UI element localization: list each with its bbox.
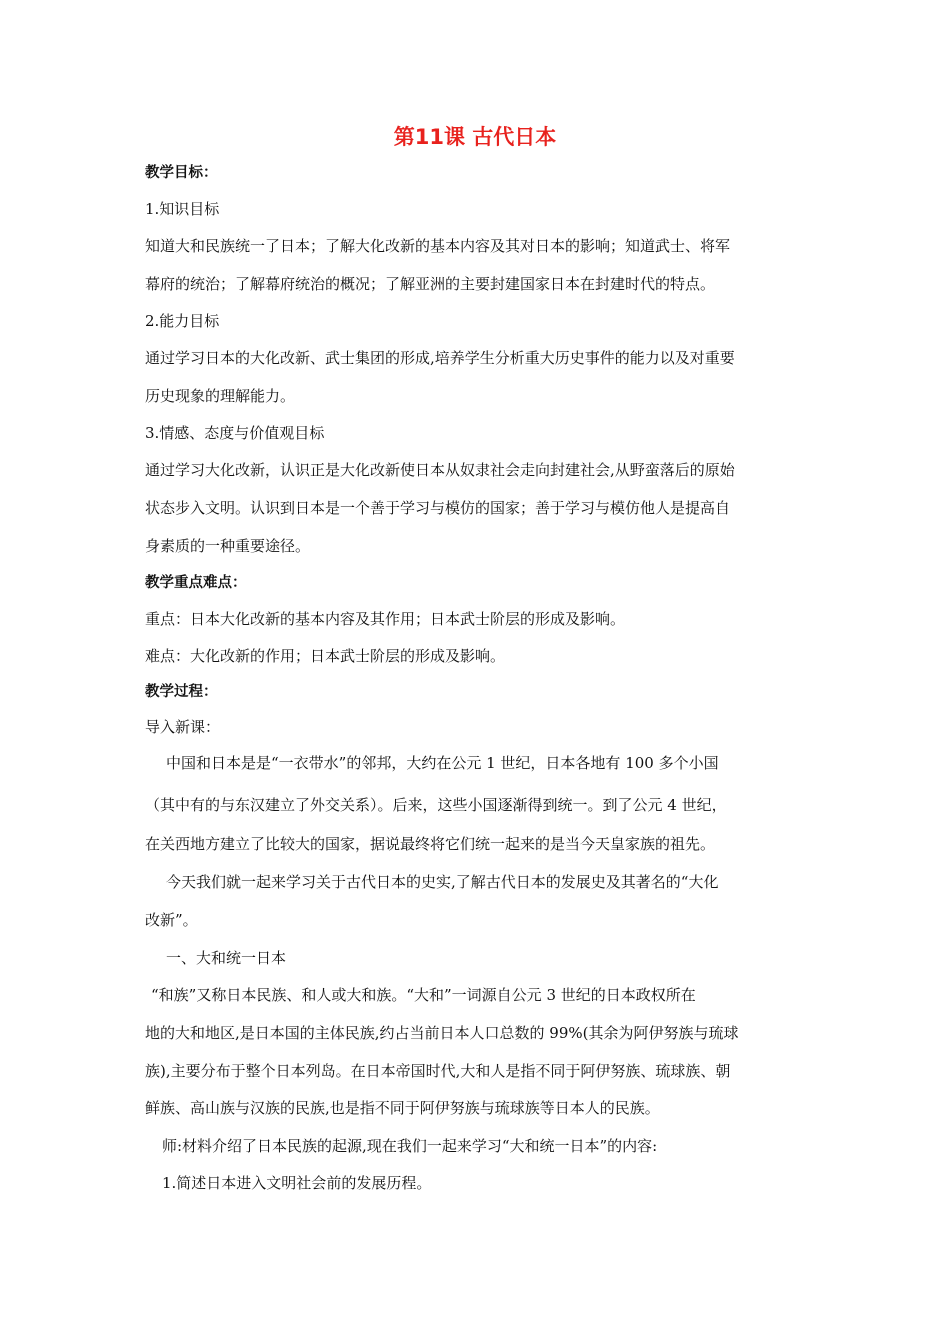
knowledge-heading: 1.知识目标 (145, 200, 220, 218)
intro-paragraph-line: 中国和日本是是“一衣带水”的邻邦，大约在公元 1 世纪，日本各地有 100 多个小国 (166, 754, 719, 772)
knowledge-text-line: 知道大和民族统一了日本；了解大化改新的基本内容及其对日本的影响；知道武士、将军 (145, 237, 731, 255)
emotion-heading: 3.情感、态度与价值观目标 (145, 424, 325, 442)
intro-paragraph-line: 在关西地方建立了比较大的国家，据说最终将它们统一起来的是当今天皇家族的祖先。 (145, 835, 716, 853)
emotion-text-line: 状态步入文明。认识到日本是一个善于学习与模仿的国家；善于学习与模仿他人是提高自 (145, 499, 731, 517)
emotion-text-line: 通过学习大化改新，认识正是大化改新使日本从奴隶社会走向封建社会,从野蛮落后的原始 (145, 461, 735, 479)
knowledge-text-line: 幕府的统治；了解幕府统治的概况；了解亚洲的主要封建国家日本在封建时代的特点。 (145, 275, 716, 293)
material-paragraph-line: 鲜族、高山族与汉族的民族,也是指不同于阿伊努族与琉球族等日本人的民族。 (145, 1099, 660, 1117)
teacher-line: 师:材料介绍了日本民族的起源,现在我们一起来学习“大和统一日本”的内容: (162, 1137, 658, 1155)
difficult-point-text: 难点：大化改新的作用；日本武士阶层的形成及影响。 (145, 647, 506, 665)
section-one-heading: 一、大和统一日本 (166, 949, 287, 967)
material-paragraph-line: “和族”又称日本民族、和人或大和族。“大和”一词源自公元 3 世纪的日本政权所在 (151, 986, 696, 1004)
page-title: 第11课 古代日本 (393, 125, 557, 149)
key-points-heading: 教学重点难点： (145, 575, 247, 591)
ability-text-line: 历史现象的理解能力。 (145, 387, 296, 405)
intro-paragraph-line: 改新”。 (145, 911, 198, 929)
material-paragraph-line: 地的大和地区,是日本国的主体民族,约占当前日本人口总数的 99%(其余为阿伊努族与琉球 (145, 1024, 739, 1042)
intro-paragraph-line: 今天我们就一起来学习关于古代日本的史实,了解古代日本的发展史及其著名的“大化 (166, 873, 719, 891)
emotion-text-line: 身素质的一种重要途径。 (145, 537, 311, 555)
ability-text-line: 通过学习日本的大化改新、武士集团的形成,培养学生分析重大历史事件的能力以及对重要 (145, 349, 735, 367)
question-line: 1.简述日本进入文明社会前的发展历程。 (162, 1174, 432, 1192)
intro-paragraph-line: （其中有的与东汉建立了外交关系）。后来，这些小国逐渐得到统一。到了公元 4 世纪， (145, 796, 727, 814)
objectives-heading: 教学目标： (145, 165, 218, 181)
intro-label: 导入新课： (145, 718, 221, 736)
key-point-text: 重点：日本大化改新的基本内容及其作用；日本武士阶层的形成及影响。 (145, 610, 626, 628)
material-paragraph-line: 族),主要分布于整个日本列岛。在日本帝国时代,大和人是指不同于阿伊努族、琉球族、朝 (145, 1062, 731, 1080)
ability-heading: 2.能力目标 (145, 312, 220, 330)
process-heading: 教学过程： (145, 684, 218, 700)
